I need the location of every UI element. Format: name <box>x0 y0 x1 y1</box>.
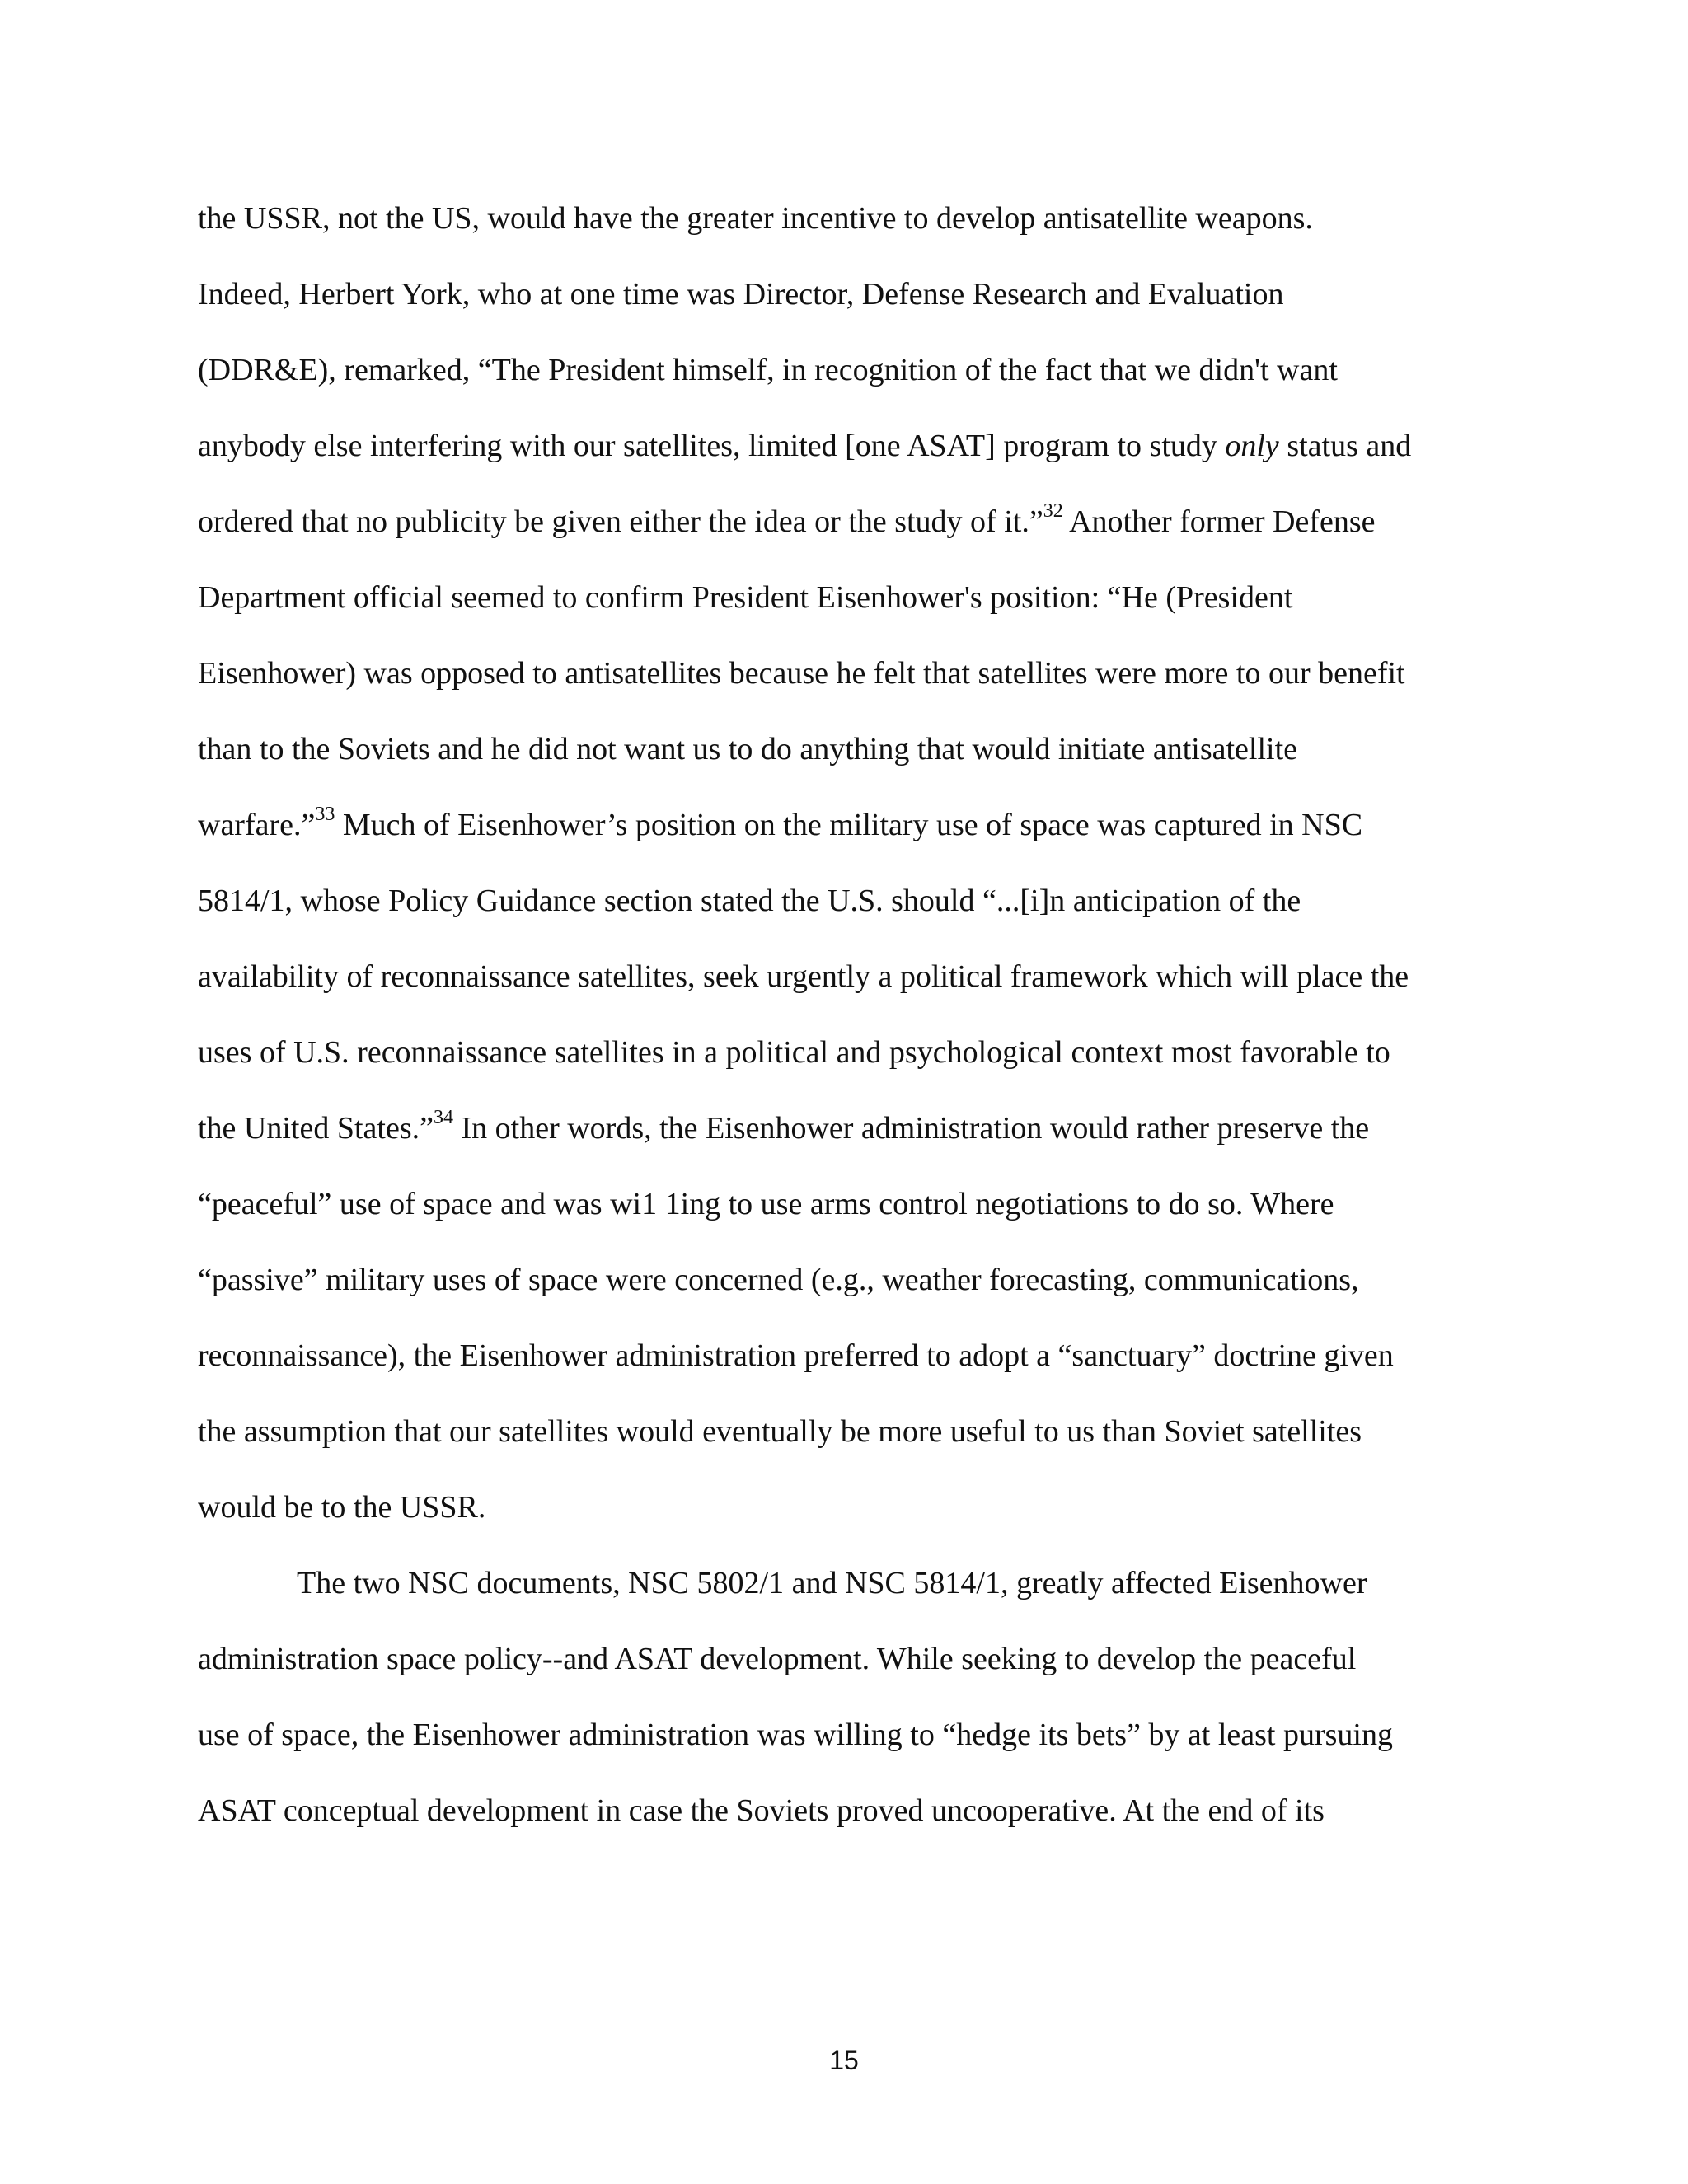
text-line <box>198 798 1492 874</box>
text-line: Eisenhower) was opposed to antisatellites because he felt that satellites were more to our benefit <box>198 656 1405 691</box>
text-line: than to the Soviets and he did not want us to do anything that would initiate antisatellite <box>198 732 1298 766</box>
text-line: 5814/1, whose Policy Guidance section stated the U.S. should “...[i]n anticipation of the <box>198 883 1301 918</box>
body-text <box>198 191 1492 1859</box>
footnote-ref-33[interactable]: 33 <box>315 804 335 826</box>
text-line: availability of reconnaissance satellites, seek urgently a political framework which will place the <box>198 959 1409 994</box>
text-run: status and <box>1278 429 1412 463</box>
text-run: ordered that no publicity be given either the idea or the study of it.” <box>198 504 1043 539</box>
text-run: In other words, the Eisenhower administration would rather preserve the <box>452 1111 1370 1146</box>
text-run: Another former Defense <box>1062 504 1376 539</box>
page-number: 15 <box>829 2046 859 2075</box>
text-line: would be to the USSR. <box>198 1490 486 1525</box>
emphasis: only <box>1225 429 1279 463</box>
text-line: administration space policy--and ASAT development. While seeking to develop the peaceful <box>198 1642 1357 1676</box>
text-line: the assumption that our satellites would eventually be more useful to us than Soviet satellites <box>198 1414 1362 1449</box>
footnote-ref-34[interactable]: 34 <box>433 1107 453 1129</box>
text-line: use of space, the Eisenhower administration was willing to “hedge its bets” by at least pursuing <box>198 1718 1393 1752</box>
text-run: the United States.” <box>198 1111 434 1146</box>
text-run: anybody else interfering with our satellites, limited [one ASAT] program to study <box>198 429 1226 463</box>
text-line <box>198 494 1492 570</box>
text-line: reconnaissance), the Eisenhower administration preferred to adopt a “sanctuary” doctrine given <box>198 1338 1394 1373</box>
text-line: Department official seemed to confirm President Eisenhower's position: “He (President <box>198 580 1293 615</box>
text-line: “peaceful” use of space and was wi1 1ing to use arms control negotiations to do so. Where <box>198 1187 1334 1221</box>
text-line: Indeed, Herbert York, who at one time was Director, Defense Research and Evaluation <box>198 277 1284 312</box>
text-line: uses of U.S. reconnaissance satellites in a political and psychological context most favorable to <box>198 1035 1390 1070</box>
text-run: Much of Eisenhower’s position on the military use of space was captured in NSC <box>335 808 1363 842</box>
footnote-ref-32[interactable]: 32 <box>1043 500 1063 523</box>
text-run: warfare.” <box>198 808 316 842</box>
text-line: ASAT conceptual development in case the Soviets proved uncooperative. At the end of its <box>198 1793 1325 1828</box>
text-line <box>198 1101 1492 1177</box>
paragraph-first-line: The two NSC documents, NSC 5802/1 and NSC 5814/1, greatly affected Eisenhower <box>297 1566 1367 1601</box>
text-line: (DDR&E), remarked, “The President himself, in recognition of the fact that we didn't want <box>198 353 1338 387</box>
text-line: “passive” military uses of space were concerned (e.g., weather forecasting, communications, <box>198 1263 1359 1297</box>
text-line: the USSR, not the US, would have the greater incentive to develop antisatellite weapons. <box>198 201 1313 236</box>
text-line <box>198 419 1492 494</box>
